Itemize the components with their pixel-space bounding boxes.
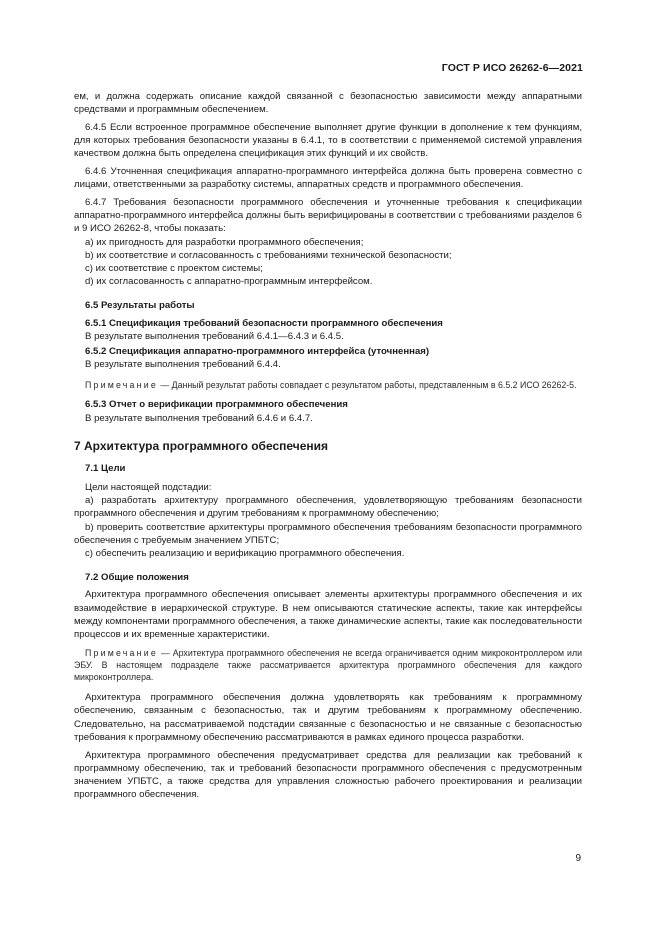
heading-7-1: 7.1 Цели: [85, 462, 126, 474]
list-item: a) их пригодность для разработки программного обеспечения;: [85, 236, 364, 248]
document-id-header: ГОСТ Р ИСО 26262-6—2021: [441, 62, 583, 74]
heading-7-2: 7.2 Общие положения: [85, 572, 189, 584]
list-item: d) их согласованность с аппаратно-программным интерфейсом.: [85, 276, 373, 288]
list-item: b) их соответствие и согласованность с требованиями технической безопасности;: [85, 249, 452, 261]
text-6-5-1: В результате выполнения требований 6.4.1—6.4.3 и 6.4.5.: [85, 330, 344, 342]
text-7-1: Цели настоящей подстадии:: [85, 481, 212, 493]
paragraph-continuation: ем, и должна содержать описание каждой связанной с безопасностью зависимости между аппаратными средствами и программным обеспечением.: [74, 91, 582, 116]
page-number: 9: [575, 853, 581, 864]
list-item: c) их соответствие с проектом системы;: [85, 262, 263, 274]
note-label: Примечание: [85, 380, 158, 391]
heading-6-5-2: 6.5.2 Спецификация аппаратно-программного интерфейса (уточненная): [85, 345, 430, 357]
note-text: — Данный результат работы совпадает с результатом работы, представленным в 6.5.2 ИСО 26262-5.: [157, 380, 577, 391]
paragraph-7-2-a: Архитектура программного обеспечения описывает элементы архитектуры программного обеспечения и их взаимодействие в иерархической структуре. В нем описываются статические аспекты, такие как интерфейсы между компонентами программного обеспечения, а также динамические аспекты, такие как последовательности процессов и их временные характеристики.: [74, 589, 582, 640]
heading-6-5-1: 6.5.1 Спецификация требований безопасности программного обеспечения: [85, 317, 443, 329]
text-6-5-3: В результате выполнения требований 6.4.6 и 6.4.7.: [85, 412, 313, 424]
note-7-2: [74, 647, 582, 683]
list-item: c) обеспечить реализацию и верификацию программного обеспечения.: [85, 547, 405, 559]
clause-6-4-7: 6.4.7 Требования безопасности программного обеспечения и уточненные требования к спецификации аппаратно-программного интерфейса должны быть верифицированы в соответствии с требованиями разделов 6 и 9 ИСО 26262-8, чтобы показать:: [74, 196, 582, 235]
text-6-5-2: В результате выполнения требований 6.4.4.: [85, 359, 281, 371]
page-content: [74, 90, 582, 801]
note-text: — Архитектура программного обеспечения не всегда ограничивается одним микроконтроллером или ЭБУ. В настоящем подразделе также рассматривается архитектура программного обеспечения для каждого микроконтроллера.: [74, 648, 582, 683]
note-6-5-2: [74, 379, 582, 391]
list-item: a) разработать архитектуру программного обеспечения, удовлетворяющую требованиям безопасности программного обеспечения и другим требованиям к программному обеспечению;: [74, 495, 582, 520]
paragraph-7-2-b: Архитектура программного обеспечения должна удовлетворять как требованиям к программному обеспечению, связанным с безопасностью, так и другим требованиям к программному обеспечению. Следовательно, на рассматриваемой подстадии связанные с безопасностью и не связанные с безопасностью требования к программному обеспечению рассматриваются в рамках единого процесса разработки.: [74, 692, 582, 743]
paragraph-7-2-c: Архитектура программного обеспечения предусматривает средства для реализации как требований к программному обеспечению, так и требований безопасности программного обеспечения с предусмотренным значением УПБТС, а также средства для управления сложностью рабочего проектирования и реализации программного обеспечения.: [74, 749, 582, 801]
heading-6-5-3: 6.5.3 Отчет о верификации программного обеспечения: [85, 399, 348, 411]
clause-6-4-6: 6.4.6 Уточненная спецификация аппаратно-программного интерфейса должна быть проверена совместно с лицами, ответственными за разработку системы, аппаратных средств и программного обеспечения.: [74, 166, 582, 191]
list-item: b) проверить соответствие архитектуры программного обеспечения требованиям безопасности программного обеспечения с требуемым значением УПБТС;: [74, 521, 582, 546]
heading-6-5: 6.5 Результаты работы: [85, 300, 195, 312]
section-7-title: 7 Архитектура программного обеспечения: [74, 438, 329, 453]
clause-6-4-5: 6.4.5 Если встроенное программное обеспечение выполняет другие функции в дополнение к тем функциям, для которых требования безопасности указаны в 6.4.1, то в соответствии с применяемой системой управления качеством должна быть определена спецификация этих функций и их свойств.: [74, 121, 582, 160]
note-label: Примечание: [85, 648, 158, 659]
